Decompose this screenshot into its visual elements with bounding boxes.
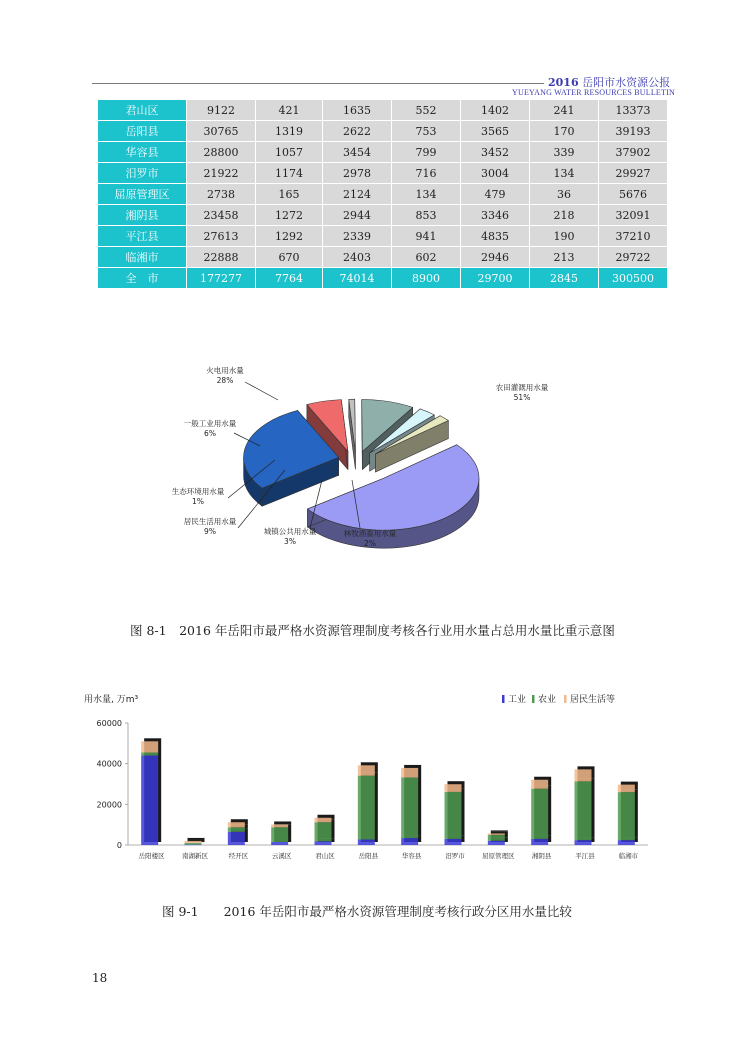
bar-segment xyxy=(531,839,548,845)
table-cell: 1319 xyxy=(256,121,323,142)
table-cell: 753 xyxy=(392,121,461,142)
legend-label: 工业 xyxy=(508,695,527,705)
table-cell: 3004 xyxy=(461,163,530,184)
bar-segment xyxy=(531,789,548,839)
pie-label: 城镇公共用水量 xyxy=(263,527,317,536)
bar-shadow xyxy=(274,821,291,824)
legend-swatch xyxy=(532,695,535,703)
bar-segment xyxy=(185,841,202,843)
table-row xyxy=(98,205,668,226)
bar-segment xyxy=(445,839,462,845)
table-cell: 300500 xyxy=(599,268,668,289)
bar-segment xyxy=(228,827,245,831)
table-cell: 3565 xyxy=(461,121,530,142)
table-cell: 170 xyxy=(530,121,599,142)
bar-segment xyxy=(185,845,202,846)
table-cell: 218 xyxy=(530,205,599,226)
bar-segment xyxy=(185,843,202,845)
table-row xyxy=(98,100,668,121)
bar-segment xyxy=(531,780,548,789)
table-row xyxy=(98,121,668,142)
table-cell: 1057 xyxy=(256,142,323,163)
table-cell: 2124 xyxy=(323,184,392,205)
bar-segment xyxy=(271,827,288,842)
legend-label: 居民生活等 xyxy=(570,695,616,705)
table-cell: 2978 xyxy=(323,163,392,184)
legend-swatch xyxy=(564,695,567,703)
pie-pct: 3% xyxy=(284,537,296,546)
pie-pct: 2% xyxy=(364,539,376,548)
y-axis-label: 用水量, 万m³ xyxy=(84,695,139,705)
pie-pct: 6% xyxy=(204,429,216,438)
table-row xyxy=(98,163,668,184)
bar-segment xyxy=(618,785,635,793)
bar-shadow xyxy=(491,830,508,831)
x-tick-label: 湘阴县 xyxy=(531,852,552,860)
bar-segment xyxy=(141,752,158,755)
pie-label: 林牧渔畜用水量 xyxy=(343,529,397,538)
pie-label: 火电用水量 xyxy=(206,366,244,375)
x-tick-label: 屈原管理区 xyxy=(482,852,515,860)
bar-caption: 图 9-1 2016 年岳阳市最严格水资源管理制度考核行政分区用水量比较 xyxy=(162,904,572,919)
water-use-table xyxy=(97,99,668,289)
pie-label: 农田灌溉用水量 xyxy=(495,383,549,392)
bar-segment xyxy=(228,822,245,827)
bar-segment xyxy=(575,840,592,845)
header-rule xyxy=(92,83,544,84)
y-tick-label: 60000 xyxy=(96,719,122,728)
table-cell: 177277 xyxy=(187,268,256,289)
x-tick-label: 平江县 xyxy=(575,852,595,860)
row-name: 湘阴县 xyxy=(98,205,187,226)
pie-label: 生态环境用水量 xyxy=(171,487,225,496)
table-cell: 7764 xyxy=(256,268,323,289)
row-name: 岳阳县 xyxy=(98,121,187,142)
bar-segment xyxy=(618,840,635,845)
pie-slice xyxy=(349,399,356,469)
table-cell: 21922 xyxy=(187,163,256,184)
table-cell: 2738 xyxy=(187,184,256,205)
table-cell: 1402 xyxy=(461,100,530,121)
pie-chart xyxy=(150,360,610,565)
table-cell: 421 xyxy=(256,100,323,121)
table-total-row xyxy=(98,268,668,289)
y-tick-label: 40000 xyxy=(96,759,122,769)
table-cell: 28800 xyxy=(187,142,256,163)
x-tick-label: 经开区 xyxy=(228,852,249,860)
pie-label: 一般工业用水量 xyxy=(183,419,237,428)
table-cell: 9122 xyxy=(187,100,256,121)
header-year: 2016 xyxy=(548,76,579,89)
bar-segment xyxy=(228,832,245,845)
pie-pct: 51% xyxy=(513,393,531,402)
bar-segment xyxy=(445,792,462,839)
table-cell: 3452 xyxy=(461,142,530,163)
pie-pct: 1% xyxy=(192,497,204,506)
x-tick-label: 华容县 xyxy=(401,852,422,860)
table-cell: 1635 xyxy=(323,100,392,121)
bar-segment xyxy=(401,838,418,845)
table-cell: 190 xyxy=(530,226,599,247)
table-cell: 853 xyxy=(392,205,461,226)
table-cell: 552 xyxy=(392,100,461,121)
row-name: 屈原管理区 xyxy=(98,184,187,205)
table-cell: 32091 xyxy=(599,205,668,226)
x-tick-label: 岳阳县 xyxy=(358,852,379,860)
row-name: 全 市 xyxy=(98,268,187,289)
table-cell: 339 xyxy=(530,142,599,163)
x-tick-label: 临湘市 xyxy=(618,852,639,860)
table-cell: 36 xyxy=(530,184,599,205)
bar-segment xyxy=(618,792,635,840)
table-row xyxy=(98,142,668,163)
table-cell: 29927 xyxy=(599,163,668,184)
bar-segment xyxy=(141,756,158,845)
bar-segment xyxy=(271,842,288,845)
row-name: 平江县 xyxy=(98,226,187,247)
table-cell: 670 xyxy=(256,247,323,268)
table-cell: 2944 xyxy=(323,205,392,226)
table-cell: 37902 xyxy=(599,142,668,163)
table-cell: 30765 xyxy=(187,121,256,142)
table-row xyxy=(98,184,668,205)
table-cell: 8900 xyxy=(392,268,461,289)
table-cell: 74014 xyxy=(323,268,392,289)
x-tick-label: 君山区 xyxy=(315,852,335,860)
bar-segment xyxy=(488,833,505,834)
table-cell: 134 xyxy=(530,163,599,184)
bar-segment xyxy=(358,776,375,840)
pie-label: 居民生活用水量 xyxy=(183,517,237,526)
bar-segment xyxy=(488,835,505,841)
table-cell: 2339 xyxy=(323,226,392,247)
y-tick-label: 20000 xyxy=(96,800,122,810)
row-name: 君山区 xyxy=(98,100,187,121)
bar-segment xyxy=(445,784,462,792)
table-cell: 4835 xyxy=(461,226,530,247)
y-tick-label: 0 xyxy=(116,841,122,850)
header-subtitle: YUEYANG WATER RESOURCES BULLETIN xyxy=(512,88,675,97)
pie-caption: 图 8-1 2016 年岳阳市最严格水资源管理制度考核各行业用水量占总用水量比重示意图 xyxy=(130,623,615,638)
legend-label: 农业 xyxy=(538,695,557,705)
bar-segment xyxy=(401,768,418,778)
x-tick-label: 岳阳楼区 xyxy=(138,852,165,860)
table-row xyxy=(98,247,668,268)
table-cell: 799 xyxy=(392,142,461,163)
table-cell: 2946 xyxy=(461,247,530,268)
table-cell: 3346 xyxy=(461,205,530,226)
bar-segment xyxy=(315,841,332,845)
bar-segment xyxy=(358,840,375,845)
table-cell: 165 xyxy=(256,184,323,205)
x-tick-label: 汨罗市 xyxy=(445,852,465,860)
table-cell: 1272 xyxy=(256,205,323,226)
bar-segment xyxy=(315,822,332,841)
table-cell: 23458 xyxy=(187,205,256,226)
bar-segment xyxy=(315,818,332,822)
table-cell: 27613 xyxy=(187,226,256,247)
table-cell: 2403 xyxy=(323,247,392,268)
row-name: 汨罗市 xyxy=(98,163,187,184)
table-cell: 29722 xyxy=(599,247,668,268)
bar-shadow xyxy=(188,838,205,840)
table-cell: 2845 xyxy=(530,268,599,289)
pie-pct: 28% xyxy=(216,376,234,385)
table-cell: 941 xyxy=(392,226,461,247)
table-cell: 241 xyxy=(530,100,599,121)
table-cell: 37210 xyxy=(599,226,668,247)
row-name: 华容县 xyxy=(98,142,187,163)
table-cell: 13373 xyxy=(599,100,668,121)
legend-swatch xyxy=(502,695,505,703)
bar-segment xyxy=(488,841,505,845)
bar-segment xyxy=(358,765,375,775)
table-cell: 2622 xyxy=(323,121,392,142)
table-cell: 3454 xyxy=(323,142,392,163)
table-cell: 479 xyxy=(461,184,530,205)
bar-segment xyxy=(141,741,158,752)
bar-segment xyxy=(575,781,592,840)
table-cell: 1292 xyxy=(256,226,323,247)
bar-segment xyxy=(401,777,418,838)
bar-segment xyxy=(271,824,288,827)
table-cell: 213 xyxy=(530,247,599,268)
pie-pct: 9% xyxy=(204,527,216,536)
table-cell: 39193 xyxy=(599,121,668,142)
table-cell: 602 xyxy=(392,247,461,268)
table-row xyxy=(98,226,668,247)
leader-line xyxy=(245,382,278,400)
table-cell: 134 xyxy=(392,184,461,205)
table-cell: 22888 xyxy=(187,247,256,268)
row-name: 临湘市 xyxy=(98,247,187,268)
header-title-text: 岳阳市水资源公报 xyxy=(582,76,671,89)
x-tick-label: 南湖新区 xyxy=(182,852,208,860)
table-cell: 1174 xyxy=(256,163,323,184)
table-cell: 5676 xyxy=(599,184,668,205)
table-cell: 29700 xyxy=(461,268,530,289)
x-tick-label: 云溪区 xyxy=(271,852,292,860)
page-number: 18 xyxy=(92,971,108,985)
bar-segment xyxy=(575,769,592,781)
bar-chart xyxy=(80,690,670,870)
table-cell: 716 xyxy=(392,163,461,184)
